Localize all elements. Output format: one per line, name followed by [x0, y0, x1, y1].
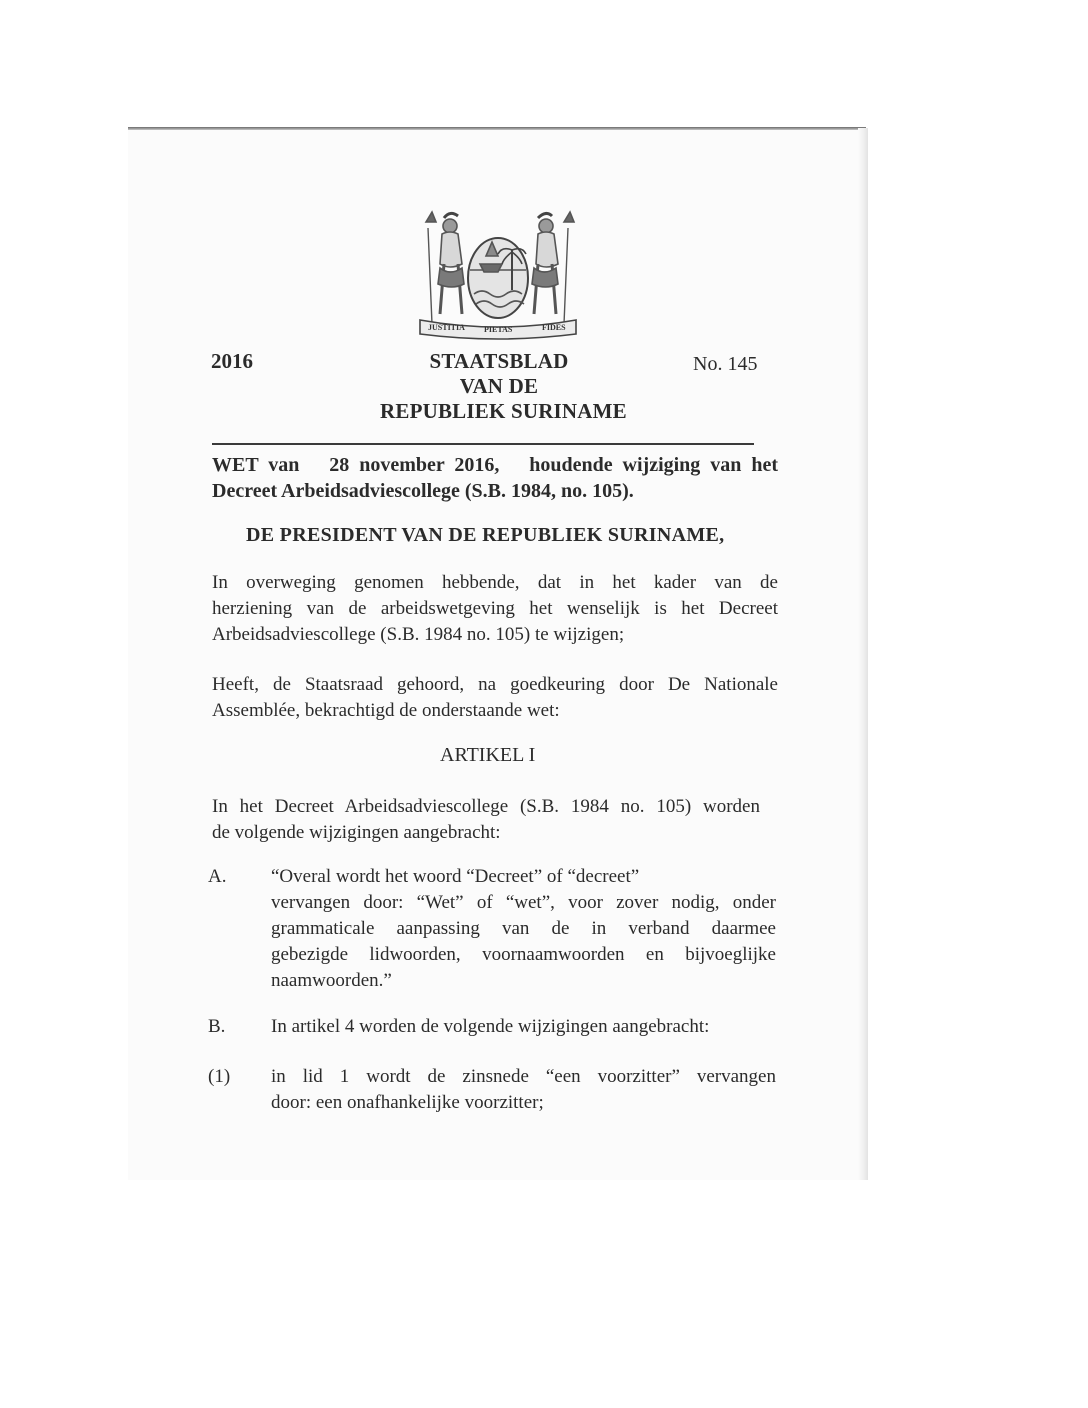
page-right-edge — [858, 128, 868, 1180]
article-intro — [212, 794, 760, 846]
motto-fides: FIDES — [542, 323, 566, 332]
enactment-line2: Assemblée, bekrachtigd de onderstaande wet: — [212, 700, 560, 721]
gazette-title-line1: STAATSBLAD — [429, 349, 569, 373]
item-a-line3: grammaticale aanpassing van de in verband daarmee — [271, 918, 776, 939]
enactment-paragraph — [212, 672, 778, 724]
article-heading: ARTIKEL I — [440, 744, 536, 766]
law-title — [212, 452, 778, 504]
item-b-line1: In artikel 4 worden de volgende wijzigingen aangebracht: — [271, 1016, 710, 1037]
law-title-line2: Decreet Arbeidsadviescollege (S.B. 1984, no. 105). — [212, 480, 634, 502]
item-b-text — [271, 1014, 776, 1040]
considerans-line3: Arbeidsadviescollege (S.B. 1984 no. 105) te wijzigen; — [212, 624, 625, 645]
item-a-line1: “Overal wordt het woord “Decreet” of “decreet” — [271, 866, 640, 887]
law-title-line1: WET van 28 november 2016, houdende wijziging van het — [212, 454, 778, 476]
item-a-line5: naamwoorden.” — [271, 970, 392, 991]
publication-number: No. 145 — [693, 353, 758, 375]
item-a-line4: gebezigde lidwoorden, voornaamwoorden en bijvoeglijke — [271, 944, 776, 965]
page-top-edge — [128, 127, 866, 130]
gazette-title-line2: VAN DE — [459, 374, 539, 398]
coat-of-arms-emblem — [414, 208, 582, 340]
considerans-paragraph — [212, 570, 778, 648]
president-heading: DE PRESIDENT VAN DE REPUBLIEK SURINAME, — [246, 524, 725, 546]
item-1-label: (1) — [208, 1066, 231, 1087]
item-1-line2: door: een onafhankelijke voorzitter; — [271, 1092, 544, 1113]
publication-year: 2016 — [211, 349, 253, 373]
gazette-title-line3: REPUBLIEK SURINAME — [380, 399, 627, 423]
motto-justitia: JUSTITIA — [428, 323, 465, 332]
considerans-line1: In overweging genomen hebbende, dat in het kader van de — [212, 572, 778, 593]
enactment-line1: Heeft, de Staatsraad gehoord, na goedkeuring door De Nationale — [212, 674, 778, 695]
item-a-label: A. — [208, 866, 227, 887]
motto-pietas: PIETAS — [484, 325, 513, 334]
title-divider — [212, 443, 754, 445]
article-intro-line2: de volgende wijzigingen aangebracht: — [212, 822, 501, 843]
item-a-line2: vervangen door: “Wet” of “wet”, voor zover nodig, onder — [271, 892, 776, 913]
item-a-text — [271, 864, 776, 994]
item-1-line1: in lid 1 wordt de zinsnede “een voorzitter” vervangen — [271, 1066, 776, 1087]
article-intro-line1: In het Decreet Arbeidsadviescollege (S.B. 1984 no. 105) worden — [212, 796, 760, 817]
item-b-label: B. — [208, 1016, 226, 1037]
considerans-line2: herziening van de arbeidswetgeving het wenselijk is het Decreet — [212, 598, 778, 619]
item-1-text — [271, 1064, 776, 1116]
